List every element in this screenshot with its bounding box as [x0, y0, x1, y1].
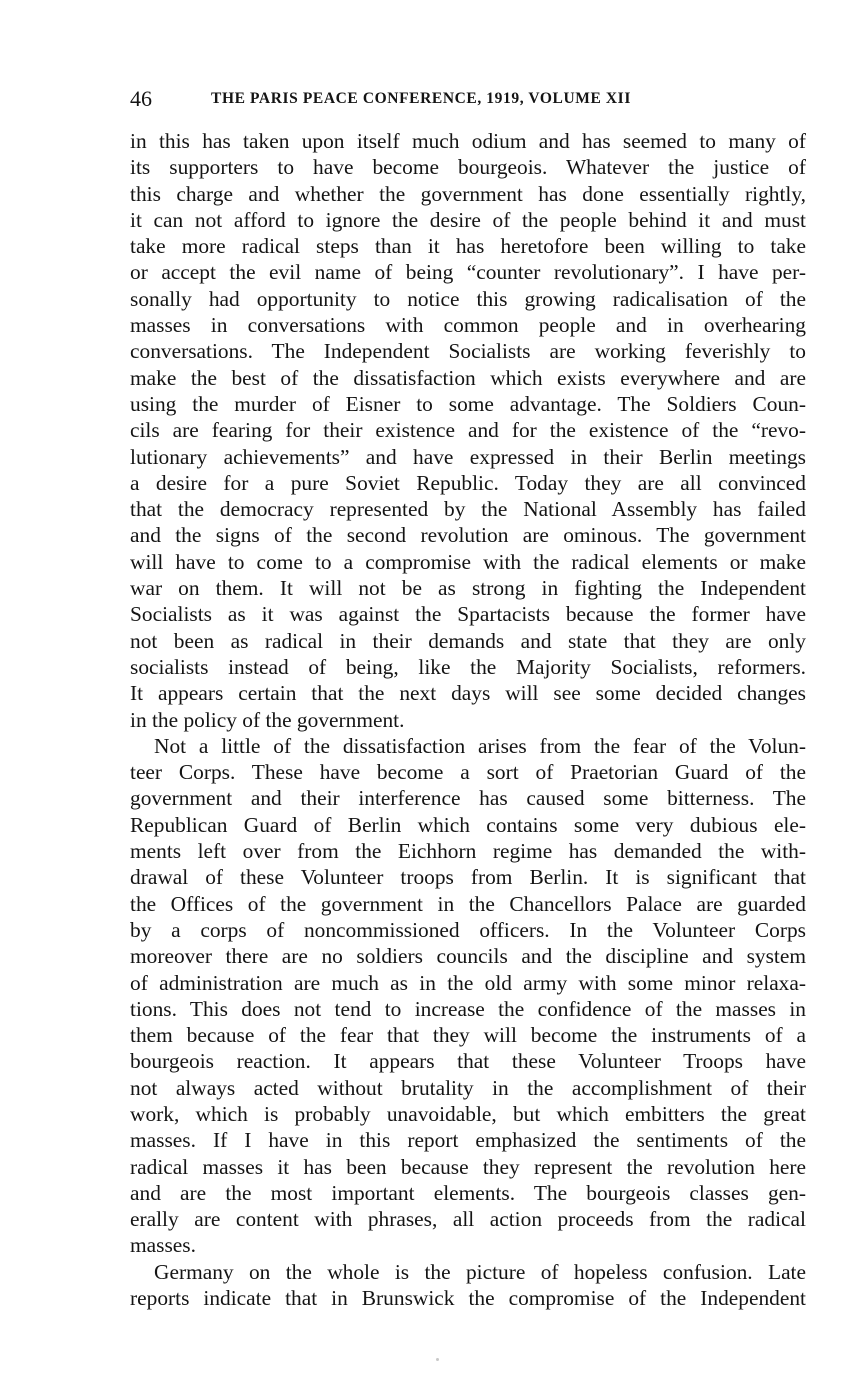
text-line: tions. This does not tend to increase the confidence of the masses in: [130, 996, 806, 1021]
text-line: government and their interference has caused some bitterness. The: [130, 786, 806, 811]
text-line: war on them. It will not be as strong in fighting the Independent: [130, 576, 806, 601]
text-line: in this has taken upon itself much odium and has seemed to many of: [130, 129, 806, 153]
text-line: drawal of these Volunteer troops from Berlin. It is significant that: [130, 865, 806, 890]
text-line: Socialists as it was against the Spartacists because the former have: [130, 602, 806, 627]
text-line: masses in conversations with common people and in overhearing: [130, 313, 806, 338]
text-line: and the signs of the second revolution are ominous. The government: [130, 523, 806, 548]
text-line: bourgeois reaction. It appears that these Volunteer Troops have: [130, 1049, 806, 1074]
text-line: a desire for a pure Soviet Republic. Today they are all convinced: [130, 470, 806, 495]
text-line: its supporters to have become bourgeois. Whatever the justice of: [130, 155, 806, 180]
text-line: make the best of the dissatisfaction which exists everywhere and are: [130, 365, 806, 390]
text-line: that the democracy represented by the National Assembly has failed: [130, 497, 806, 522]
text-line: using the murder of Eisner to some advantage. The Soldiers Coun-: [130, 391, 806, 416]
text-line: not been as radical in their demands and state that they are only: [130, 628, 806, 653]
text-line: not always acted without brutality in the accomplishment of their: [130, 1075, 806, 1100]
running-title: THE PARIS PEACE CONFERENCE, 1919, VOLUME XII: [211, 90, 631, 107]
text-line: them because of the fear that they will become the instruments of a: [130, 1023, 806, 1048]
body-text: [130, 128, 806, 1311]
text-line: ments left over from the Eichhorn regime has demanded the with-: [130, 839, 806, 864]
text-line: sonally had opportunity to notice this growing radicalisation of the: [130, 286, 806, 311]
text-line: or accept the evil name of being “counter revolutionary”. I have per-: [130, 260, 806, 285]
text-line: by a corps of noncommissioned officers. In the Volunteer Corps: [130, 917, 806, 942]
scan-speck: [436, 1358, 439, 1361]
text-line: it can not afford to ignore the desire of the people behind it and must: [130, 207, 806, 232]
running-header: [130, 86, 810, 112]
paragraph: [130, 128, 806, 733]
page-number: 46: [130, 86, 152, 111]
text-line: will have to come to a compromise with the radical elements or make: [130, 549, 806, 574]
text-line: the Offices of the government in the Chancellors Palace are guarded: [130, 891, 806, 916]
text-line: moreover there are no soldiers councils and the discipline and system: [130, 944, 806, 969]
text-line: masses.: [130, 1233, 196, 1258]
paragraph: [130, 1259, 806, 1312]
text-line: reports indicate that in Brunswick the compromise of the Independent: [130, 1286, 806, 1311]
text-line: teer Corps. These have become a sort of Praetorian Guard of the: [130, 760, 806, 785]
text-line: cils are fearing for their existence and for the existence of the “revo-: [130, 418, 806, 443]
text-line: It appears certain that the next days will see some decided changes: [130, 681, 806, 706]
text-line: erally are content with phrases, all action proceeds from the radical: [130, 1207, 806, 1232]
text-line: and are the most important elements. The bourgeois classes gen-: [130, 1180, 806, 1205]
text-line: of administration are much as in the old army with some minor relaxa-: [130, 970, 806, 995]
text-line: take more radical steps than it has heretofore been willing to take: [130, 234, 806, 259]
text-line: lutionary achievements” and have expressed in their Berlin meetings: [130, 444, 806, 469]
text-line: Germany on the whole is the picture of hopeless confusion. Late: [154, 1259, 806, 1284]
text-line: radical masses it has been because they represent the revolution here: [130, 1154, 806, 1179]
text-line: Republican Guard of Berlin which contains some very dubious ele-: [130, 812, 806, 837]
text-line: in the policy of the government.: [130, 707, 405, 732]
text-line: socialists instead of being, like the Majority Socialists, reformers.: [130, 654, 806, 679]
text-line: Not a little of the dissatisfaction arises from the fear of the Volun-: [154, 733, 806, 758]
text-line: conversations. The Independent Socialists are working feverishly to: [130, 339, 806, 364]
text-line: masses. If I have in this report emphasized the sentiments of the: [130, 1128, 806, 1153]
paragraph: [130, 733, 806, 1259]
text-line: work, which is probably unavoidable, but which embitters the great: [130, 1101, 806, 1126]
text-line: this charge and whether the government has done essentially rightly,: [130, 181, 806, 206]
